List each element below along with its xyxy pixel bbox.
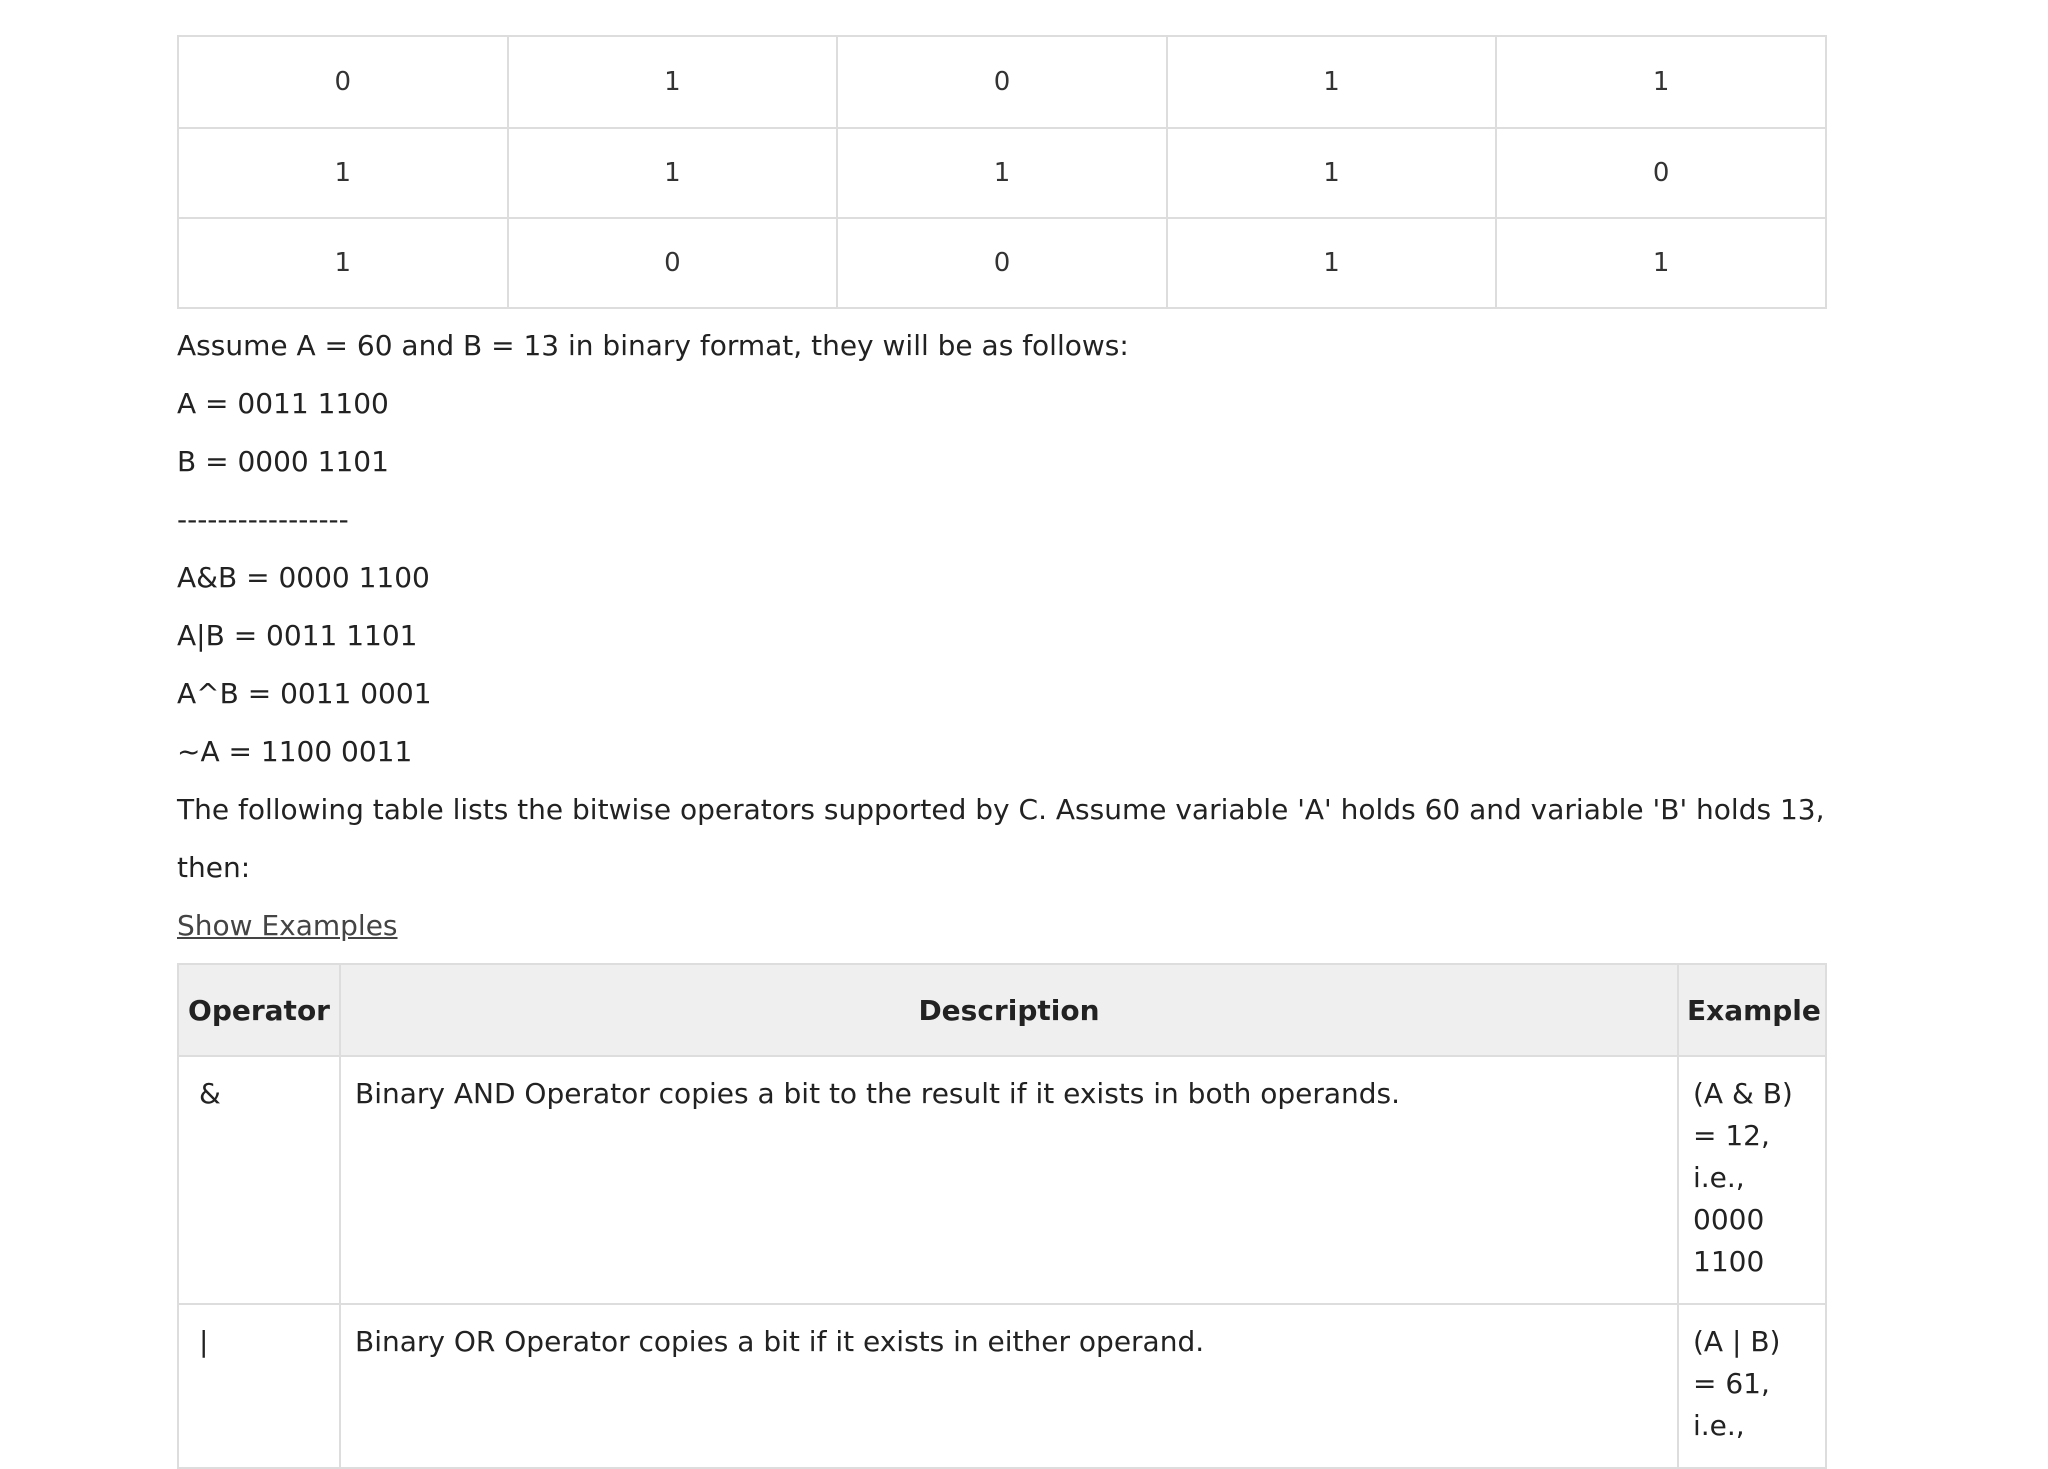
table-cell: 1 — [178, 218, 508, 308]
table-cell: 1 — [837, 128, 1167, 218]
binary-line-a: A = 0011 1100 — [177, 387, 389, 420]
table-cell: 0 — [1496, 128, 1826, 218]
table-cell: 0 — [178, 36, 508, 128]
intro-paragraph: Assume A = 60 and B = 13 in binary format, they will be as follows: — [177, 329, 1129, 362]
description-cell: Binary AND Operator copies a bit to the result if it exists in both operands. — [340, 1056, 1678, 1304]
show-examples-link[interactable]: Show Examples — [177, 909, 398, 942]
binary-line-xor: A^B = 0011 0001 — [177, 677, 432, 710]
binary-line-or: A|B = 0011 1101 — [177, 619, 418, 652]
binary-line-not: ~A = 1100 0011 — [177, 735, 413, 768]
table-row — [178, 218, 1826, 308]
table-cell: 1 — [178, 128, 508, 218]
header-example: Example — [1678, 964, 1826, 1056]
operators-table — [177, 963, 1827, 1469]
table-cell: 1 — [1167, 128, 1497, 218]
table-cell: 1 — [508, 128, 838, 218]
binary-line-b: B = 0000 1101 — [177, 445, 389, 478]
binary-line-and: A&B = 0000 1100 — [177, 561, 430, 594]
table-cell: 1 — [1496, 36, 1826, 128]
table-cell: 0 — [508, 218, 838, 308]
operator-cell: & — [178, 1056, 340, 1304]
table-cell: 1 — [1496, 218, 1826, 308]
operator-cell: | — [178, 1304, 340, 1468]
header-operator: Operator — [178, 964, 340, 1056]
header-description: Description — [340, 964, 1678, 1056]
table-intro-paragraph: The following table lists the bitwise operators supported by C. Assume variable 'A' holds 60 and variable 'B' holds 13, then: — [177, 793, 1825, 884]
separator-line: ----------------- — [177, 503, 349, 536]
show-examples-paragraph — [177, 897, 1825, 955]
table-cell: 0 — [837, 218, 1167, 308]
table-row — [178, 36, 1826, 128]
example-cell: (A | B) = 61, i.e., — [1678, 1304, 1826, 1468]
article-content — [177, 35, 1825, 1469]
table-row — [178, 1304, 1826, 1468]
table-row — [178, 128, 1826, 218]
example-cell: (A & B) = 12, i.e., 0000 1100 — [1678, 1056, 1826, 1304]
table-cell: 1 — [508, 36, 838, 128]
table-cell: 1 — [1167, 36, 1497, 128]
description-cell: Binary OR Operator copies a bit if it exists in either operand. — [340, 1304, 1678, 1468]
table-header-row — [178, 964, 1826, 1056]
table-cell: 1 — [1167, 218, 1497, 308]
table-row — [178, 1056, 1826, 1304]
table-cell: 0 — [837, 36, 1167, 128]
truth-table — [177, 35, 1827, 309]
